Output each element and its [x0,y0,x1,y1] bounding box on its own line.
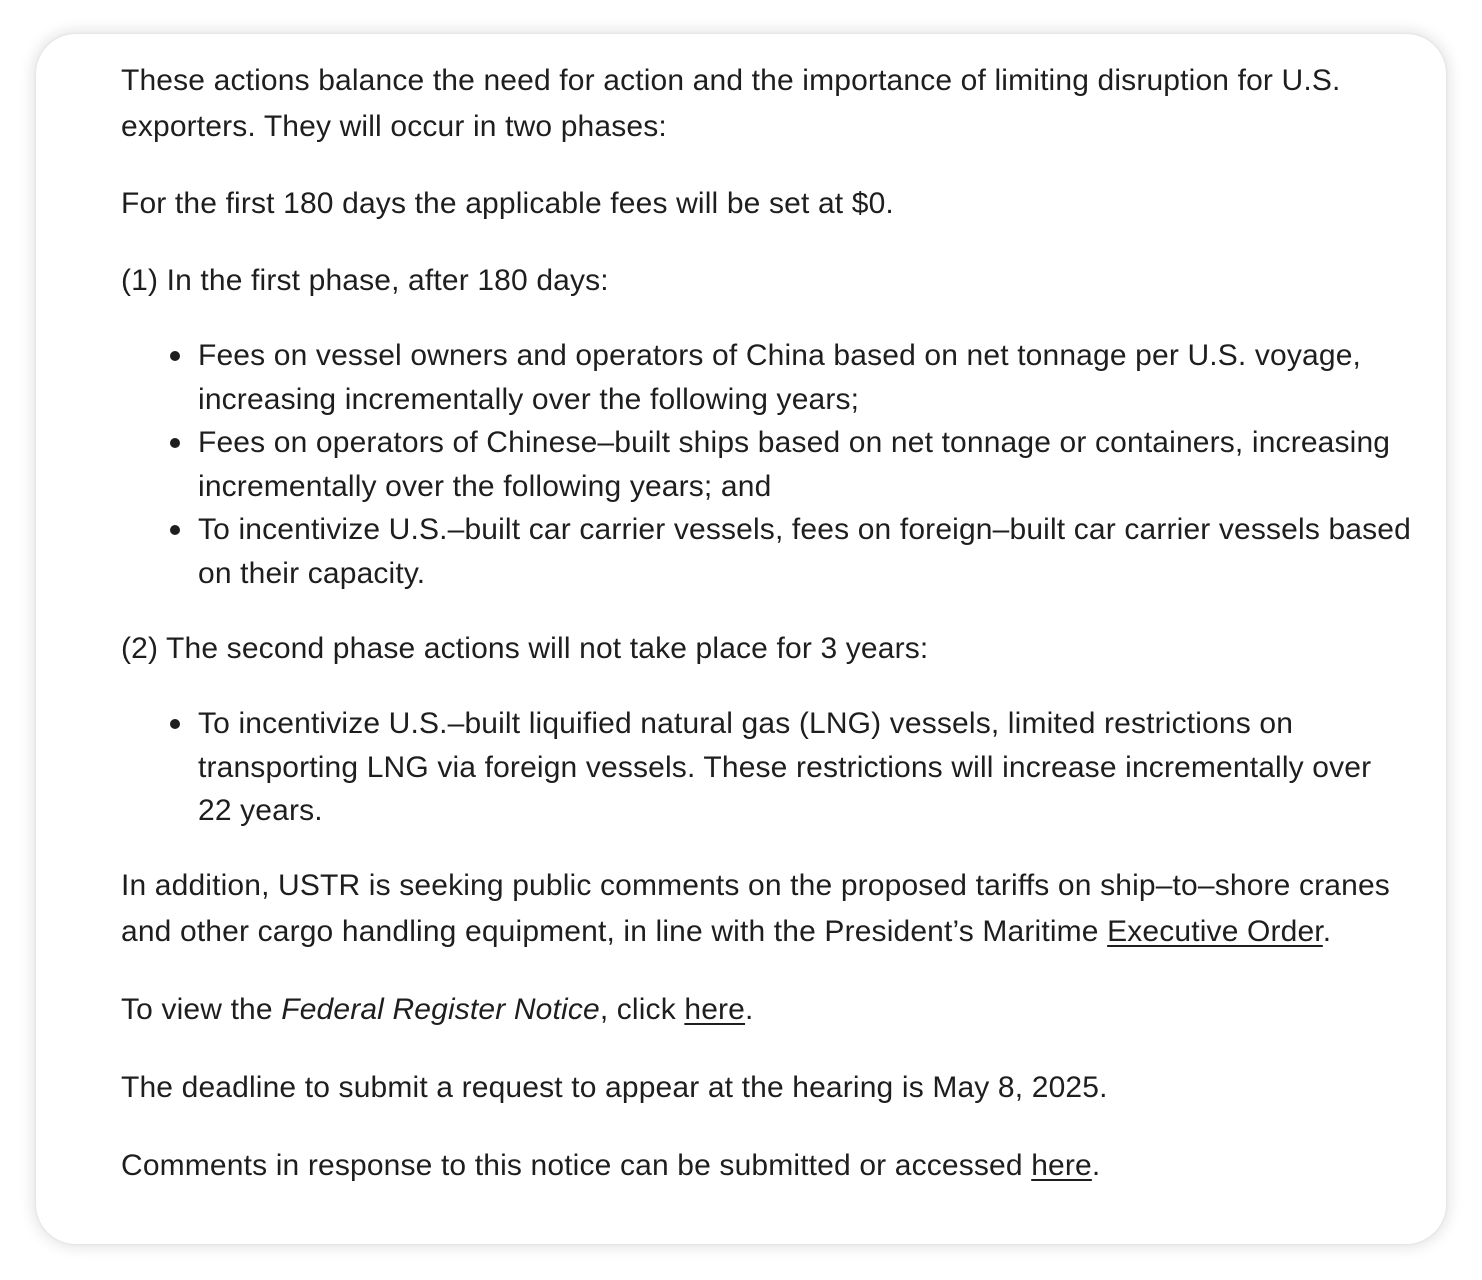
comments-here-link[interactable]: here [1031,1148,1092,1182]
list-item [121,334,1411,421]
list-item-text: Fees on operators of Chinese–built ships based on net tonnage or containers, increasing incrementally over the following years; and [198,426,1391,503]
first-180-days-paragraph: For the first 180 days the applicable fees will be set at $0. [121,187,894,220]
addition-text: In addition, USTR is seeking public comments on the proposed tariffs on ship–to–shore cranes and other cargo handling equipment, in line with the President’s Maritime [121,868,1390,948]
document-card [36,34,1446,1244]
bullet-icon [170,351,180,361]
view-notice-prefix: To view the [121,992,282,1026]
federal-register-notice-title: Federal Register Notice [281,992,600,1026]
document-content [121,58,1411,1189]
comments-paragraph [121,1143,1411,1189]
bullet-icon [170,438,180,448]
addition-paragraph [121,863,1411,955]
executive-order-link[interactable]: Executive Order [1107,914,1323,948]
view-notice-middle: , click [599,992,685,1026]
list-item [121,421,1411,508]
comments-text: Comments in response to this notice can be submitted or accessed [121,1148,1032,1182]
phase2-heading: (2) The second phase actions will not take place for 3 years: [121,632,929,665]
bullet-icon [170,525,180,535]
list-item-text: To incentivize U.S.–built liquified natural gas (LNG) vessels, limited restrictions on transporting LNG via foreign vessels. These restrictions will increase incrementally over 22 years. [198,707,1372,827]
list-item [121,508,1411,595]
view-notice-end: . [745,992,754,1026]
list-item [121,702,1411,833]
view-notice-paragraph [121,987,1411,1033]
phase1-list [121,334,1411,595]
intro-paragraph: These actions balance the need for action and the importance of limiting disruption for U.S. exporters. They will occur in two phases: [121,64,1341,143]
phase2-list [121,702,1411,833]
deadline-paragraph: The deadline to submit a request to appear at the hearing is May 8, 2025. [121,1070,1108,1104]
phase1-heading: (1) In the first phase, after 180 days: [121,264,609,297]
list-item-text: To incentivize U.S.–built car carrier vessels, fees on foreign–built car carrier vessels based on their capacity. [198,513,1411,590]
bullet-icon [170,719,180,729]
comments-end: . [1091,1148,1101,1182]
list-item-text: Fees on vessel owners and operators of China based on net tonnage per U.S. voyage, increasing incrementally over the following years; [198,339,1362,416]
federal-register-here-link[interactable]: here [684,992,746,1026]
addition-end: . [1322,914,1332,948]
